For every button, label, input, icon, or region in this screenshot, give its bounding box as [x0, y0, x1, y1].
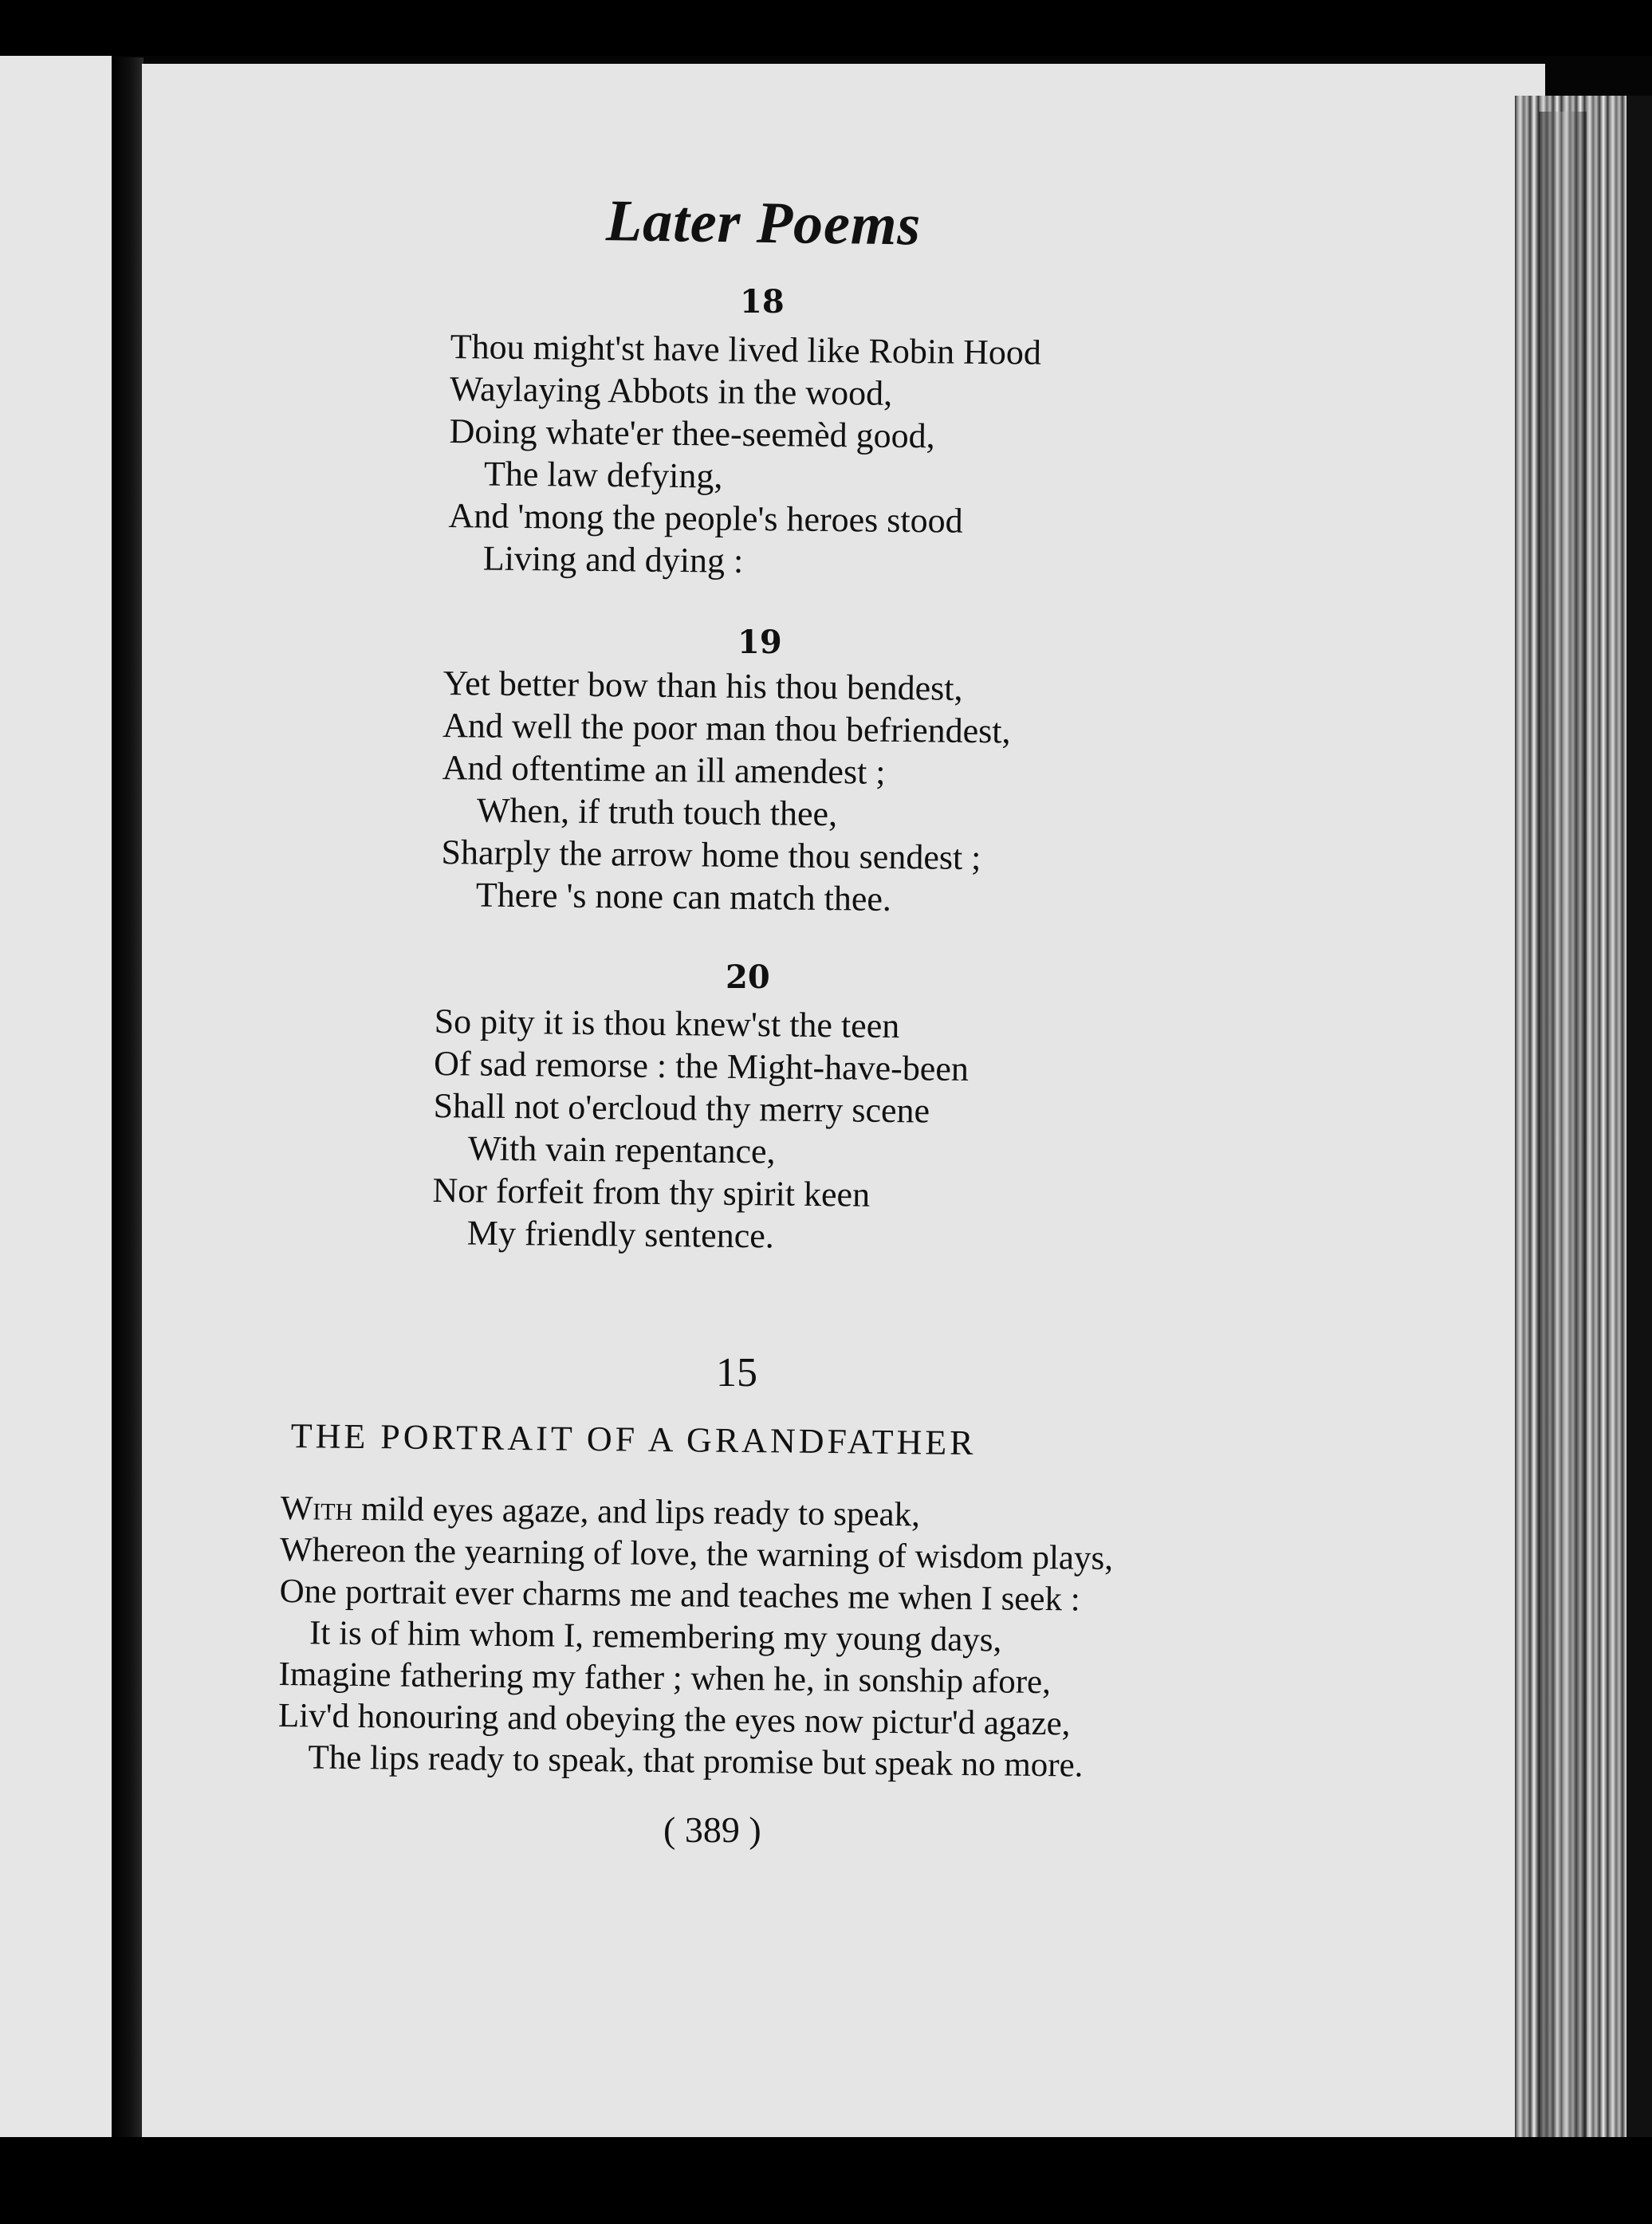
stanza [432, 1000, 970, 1259]
verse-line: One portrait ever charms me and teaches me when I seek : [279, 1572, 1080, 1619]
poem-body [277, 1488, 1114, 1787]
stanza-number: 19 [738, 624, 782, 661]
verse-line: Living and dying : [482, 538, 744, 581]
verse-line: Whereon the yearning of love, the warning of wisdom plays, [279, 1530, 1114, 1577]
scan-top-border [0, 0, 1652, 56]
verse-line: And 'mong the people's heroes stood [448, 495, 963, 541]
verse-line: Doing whate'er thee-seemèd good, [449, 411, 935, 456]
verse-line: The law defying, [483, 454, 723, 496]
verse-line: Imagine fathering my father ; when he, in sonship afore, [278, 1655, 1052, 1702]
verse-line: So pity it is thou knew'st the teen [434, 1001, 900, 1046]
verse-line: Yet better bow than his thou bendest, [442, 663, 963, 708]
poem-number: 15 [716, 1350, 757, 1395]
gutter-shadow [112, 57, 144, 2155]
verse-line: Sharply the arrow home thou sendest ; [441, 832, 981, 878]
verse-line: And oftentime an ill amendest ; [442, 747, 886, 792]
stanza [441, 662, 1012, 921]
running-head: Later Poems [605, 188, 922, 258]
stanza-number: 18 [740, 283, 785, 321]
verse-line: With vain repentance, [467, 1128, 776, 1171]
scan-bottom-border [0, 2137, 1652, 2224]
fore-edge-shading [1539, 112, 1587, 2137]
verse-line: Liv'd honouring and obeying the eyes now pictur'd agaze, [277, 1696, 1071, 1743]
verse-line: It is of him whom I, remembering my young days, [309, 1614, 1002, 1659]
poem-title: THE PORTRAIT OF A GRANDFATHER [290, 1416, 977, 1463]
verse-line: Nor forfeit from thy spirit keen [432, 1170, 871, 1214]
stanza [448, 325, 1041, 585]
stanza-number: 20 [726, 958, 770, 996]
facing-page-edge [0, 56, 112, 2177]
scan-right-border [1626, 96, 1652, 2153]
verse-line: When, if truth touch thee, [476, 790, 838, 834]
verse-line-text: mild eyes agaze, and lips ready to speak, [352, 1490, 921, 1534]
verse-line: The lips ready to speak, that promise but speak no more. [308, 1738, 1084, 1785]
opening-word: With [280, 1489, 353, 1528]
verse-line: Waylaying Abbots in the wood, [449, 368, 893, 413]
verse-line: And well the poor man thou befriendest, [442, 705, 1011, 751]
verse-line: Of sad remorse : the Might-have-been [433, 1043, 970, 1089]
verse-line: Thou might'st have lived like Robin Hood [450, 326, 1042, 372]
verse-line: Shall not o'ercloud thy merry scene [433, 1085, 930, 1131]
verse-line: My friendly sentence. [466, 1213, 775, 1256]
page-number: ( 389 ) [663, 1809, 761, 1850]
verse-line: There 's none can match thee. [475, 875, 892, 919]
